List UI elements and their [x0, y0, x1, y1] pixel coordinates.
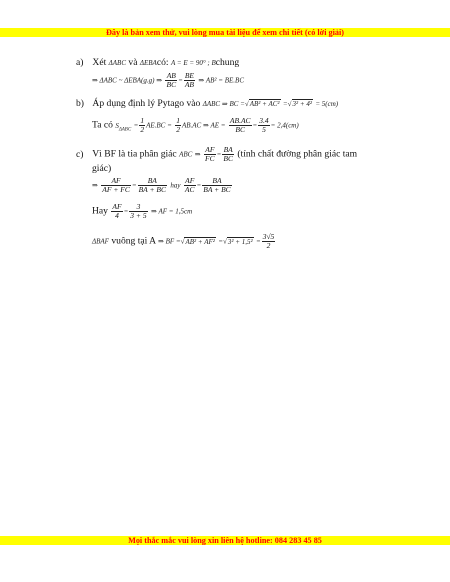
math: =: [123, 207, 129, 216]
math: = 2,4(cm): [270, 121, 299, 130]
math: A = E = 90° ; B: [170, 59, 216, 67]
part-c-line-3: [92, 177, 233, 194]
math: ⇒ ΔABC ~ ΔEBA(g.g) ⇒: [92, 76, 163, 85]
math: = 5(cm): [315, 100, 339, 108]
fraction: $\frac{BA}{BC}$: [223, 145, 233, 163]
math: ΔBAF: [92, 237, 109, 246]
math: ΔEBA: [139, 59, 157, 67]
fraction: $\frac{BE}{AB}$: [184, 71, 194, 89]
math: ⇒ AF = 1,5cm: [151, 207, 193, 216]
text: Áp dụng định lý Pytago vào: [92, 98, 201, 109]
part-b-line-1: [76, 98, 338, 109]
fraction: $\frac{1}{2}$: [176, 116, 180, 134]
fraction: $\frac{AB.AC}{BC}$: [229, 116, 251, 134]
math: ΔABC: [108, 59, 127, 67]
fraction: $\frac{3.4}{5}$: [259, 116, 269, 134]
math: ⇒: [92, 181, 98, 190]
fraction: $\frac{1}{2}$: [140, 116, 145, 134]
math: ABC: [179, 150, 193, 159]
text: chung: [215, 57, 240, 68]
math: =: [218, 237, 224, 246]
text: (tính chất đường phân giác tam: [237, 148, 358, 160]
fraction: $\frac{AB}{BC}$: [166, 71, 177, 89]
math: =: [252, 121, 258, 130]
text: Vì BF là tia phân giác: [92, 148, 177, 160]
part-c-line-1: [76, 146, 357, 163]
math: =: [282, 100, 288, 108]
part-a-line-1: [76, 57, 239, 68]
text: Hay: [92, 205, 108, 217]
math: =: [131, 181, 137, 190]
text: vuông tại A: [111, 235, 156, 247]
part-c-line-4: [92, 203, 192, 220]
math: ΔABC ⇒ BC =: [202, 100, 245, 108]
math: =: [216, 150, 222, 159]
text: Ta có: [92, 119, 113, 131]
text: giác): [92, 163, 112, 174]
math: =: [196, 181, 202, 190]
fraction: $\frac{3√5}{2}$: [262, 232, 275, 250]
math: =: [133, 121, 139, 130]
fraction: $\frac{AF}{FC}$: [205, 145, 215, 163]
part-c-label: c): [76, 148, 84, 160]
text: và: [128, 57, 138, 68]
math: hay: [170, 181, 181, 190]
math: ⇒ BF =: [158, 237, 181, 246]
math: AB.AC ⇒ AE =: [181, 121, 226, 130]
part-b-line-2: [92, 117, 299, 134]
fraction: $\frac{3}{3 + 5}$: [130, 202, 147, 220]
part-a-label: a): [76, 57, 84, 68]
part-a-line-2: [92, 72, 244, 89]
fraction: $\frac{BA}{BA + BC}$: [138, 176, 166, 194]
part-c-line-5: [92, 233, 276, 250]
text: Xét: [92, 57, 107, 68]
fraction: $\frac{AF}{AF + FC}$: [102, 176, 130, 194]
math: $S_{\Delta ABC}$: [115, 121, 132, 133]
fraction: $\frac{AF}{AC}$: [184, 176, 195, 194]
math: ⇒: [194, 150, 201, 159]
text: có:: [156, 57, 169, 68]
hotline-banner: Mọi thắc mắc vui lòng xin liên hệ hotline: 084 283 45 85: [0, 536, 450, 545]
math: =: [255, 237, 261, 246]
part-c-line-2: [92, 163, 111, 174]
math: AE.BC =: [146, 121, 172, 130]
math: =: [178, 76, 183, 85]
preview-notice-banner: Đây là bản xem thử, vui lòng mua tài liệu để xem chi tiết (có lời giải): [0, 28, 450, 37]
math: √3² + 4²: [287, 100, 312, 108]
part-b-label: b): [76, 98, 84, 109]
math: √3² + 1,5²: [223, 237, 253, 246]
fraction: $\frac{BA}{BA + BC}$: [203, 176, 231, 194]
math: √AB² + AC²: [244, 100, 280, 108]
math: √AB² + AF²: [180, 237, 215, 246]
fraction: $\frac{AF}{4}$: [112, 202, 122, 220]
math: ⇒ AB² = BE.BC: [198, 76, 244, 85]
